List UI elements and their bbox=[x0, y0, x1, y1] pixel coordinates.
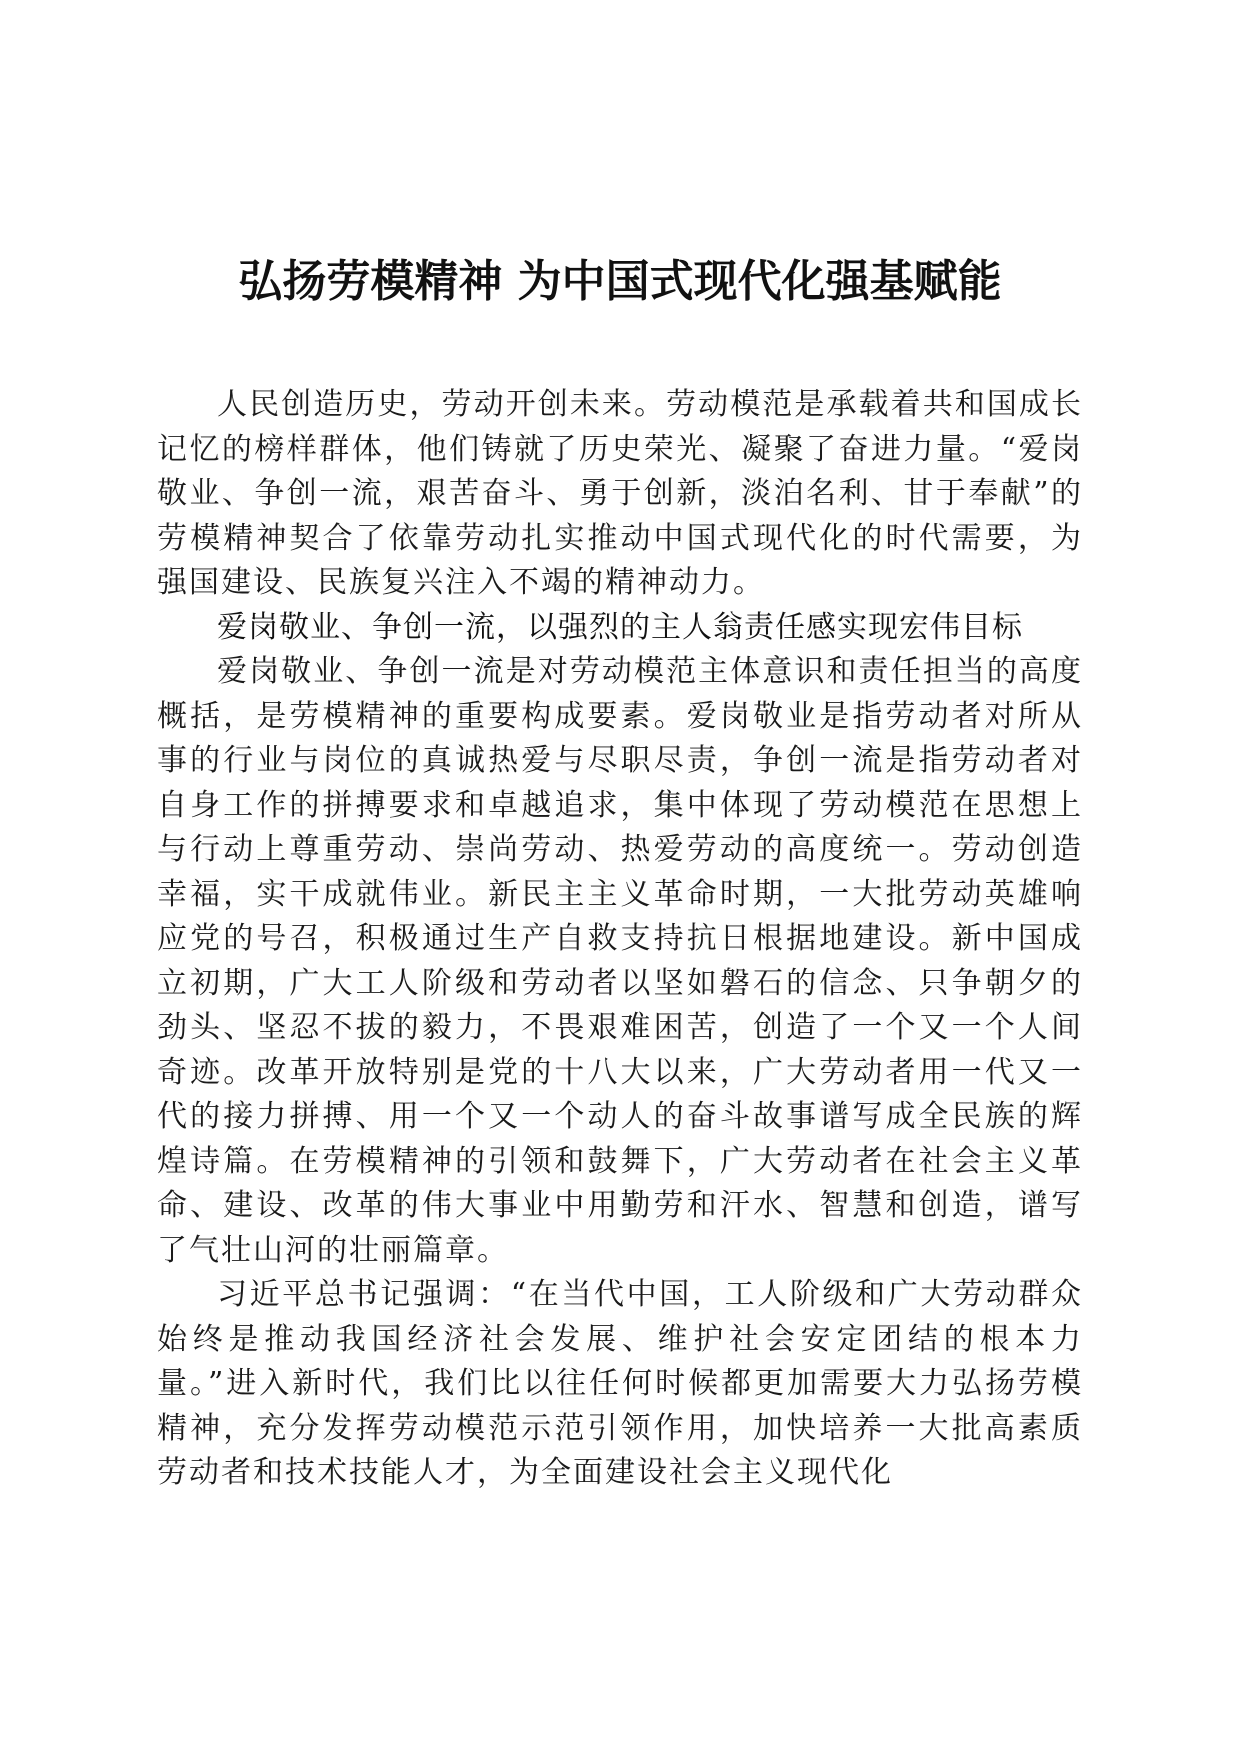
intro-paragraph: 人民创造历史，劳动开创未来。劳动模范是承载着共和国成长记忆的榜样群体，他们铸就了历史荣光、凝聚了奋进力量。“爱岗敬业、争创一流，艰苦奋斗、勇于创新，淡泊名利、甘于奉献”的劳模精神契合了依靠劳动扎实推动中国式现代化的时代需要，为强国建设、民族复兴注入不竭的精神动力。 bbox=[157, 387, 1083, 600]
body-paragraph: 习近平总书记强调：“在当代中国，工人阶级和广大劳动群众始终是推动我国经济社会发展、维护社会安定团结的根本力量。”进入新时代，我们比以往任何时候都更加需要大力弘扬劳模精神，充分发挥劳动模范示范引领作用，加快培养一大批高素质劳动者和技术技能人才，为全面建设社会主义现代化 bbox=[157, 1277, 1083, 1490]
section-heading: 爱岗敬业、争创一流，以强烈的主人翁责任感实现宏伟目标 bbox=[217, 609, 1023, 645]
document-title: 弘扬劳模精神 为中国式现代化强基赋能 bbox=[238, 256, 1002, 307]
document-body bbox=[157, 383, 1083, 1496]
body-paragraph: 爱岗敬业、争创一流是对劳动模范主体意识和责任担当的高度概括，是劳模精神的重要构成要素。爱岗敬业是指劳动者对所从事的行业与岗位的真诚热爱与尽职尽责，争创一流是指劳动者对自身工作的拼搏要求和卓越追求，集中体现了劳动模范在思想上与行动上尊重劳动、崇尚劳动、热爱劳动的高度统一。劳动创造幸福，实干成就伟业。新民主主义革命时期，一大批劳动英雄响应党的号召，积极通过生产自救支持抗日根据地建设。新中国成立初期，广大工人阶级和劳动者以坚如磐石的信念、只争朝夕的劲头、坚忍不拔的毅力，不畏艰难困苦，创造了一个又一个人间奇迹。改革开放特别是党的十八大以来，广大劳动者用一代又一代的接力拼搏、用一个又一个动人的奋斗故事谱写成全民族的辉煌诗篇。在劳模精神的引领和鼓舞下，广大劳动者在社会主义革命、建设、改革的伟大事业中用勤劳和汗水、智慧和创造，谱写了气壮山河的壮丽篇章。 bbox=[157, 654, 1083, 1268]
